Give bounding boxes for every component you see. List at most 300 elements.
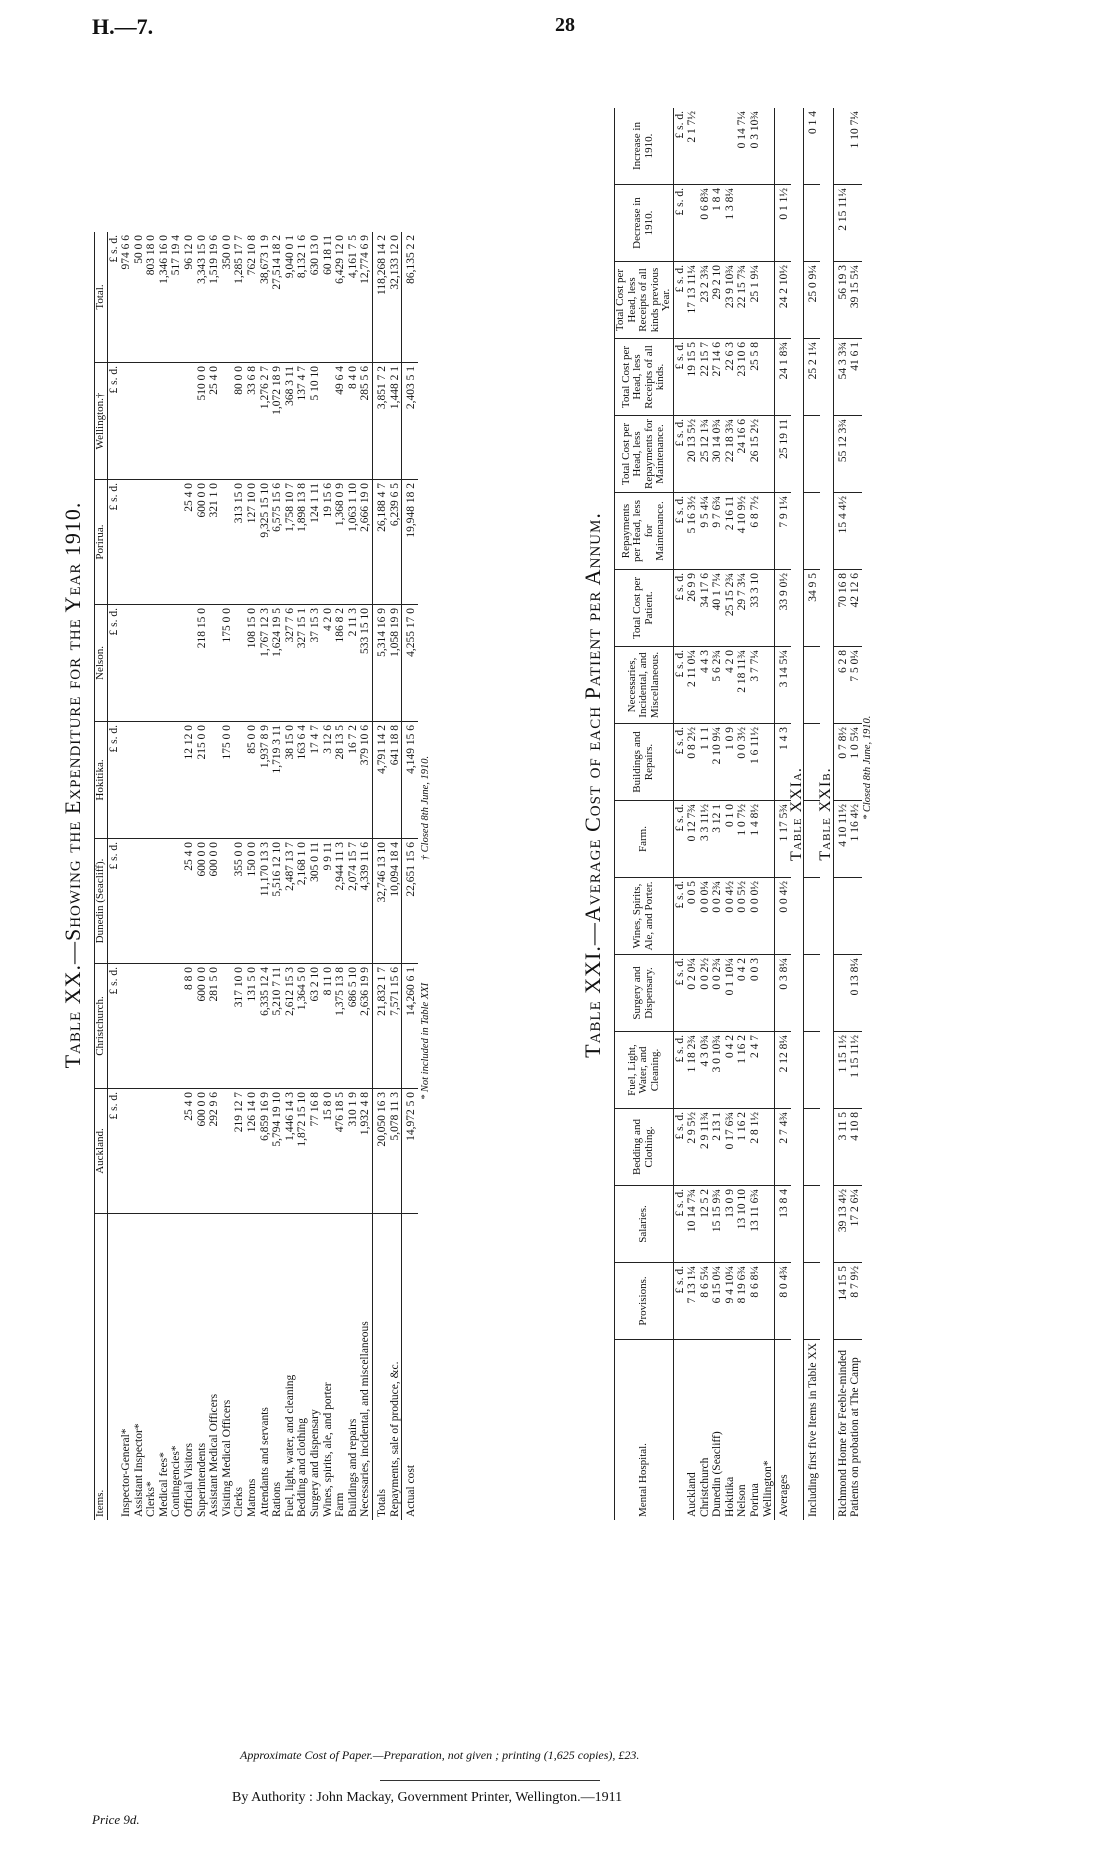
table-cell — [145, 722, 158, 839]
row-label: Inspector-General* — [120, 1428, 133, 1517]
table-cell: 60 18 11 — [322, 232, 335, 363]
table-cell: 175 0 0 — [221, 605, 234, 722]
table-cell: 1 8 4 — [711, 185, 724, 262]
row-label: Christchurch — [698, 1457, 711, 1517]
table-cell: 4 2 0 — [322, 605, 335, 722]
table-cell: 1,276 2 7 — [259, 363, 272, 480]
table-cell: 12,774 6 9 — [359, 232, 372, 363]
table-cell: 218 15 0 — [196, 605, 209, 722]
authority-line: By Authority : John Mackay, Government Printer, Wellington.—1911 — [232, 1790, 623, 1805]
table-cell: 8 0 4¾ — [775, 1263, 791, 1340]
table-cell — [170, 839, 183, 964]
table-cell: 1,767 12 3 — [259, 605, 272, 722]
table-cell: 19 15 5 — [686, 339, 699, 416]
table-cell: 8 19 6¾ — [736, 1263, 749, 1340]
table-cell: 12 5 2 — [699, 1186, 712, 1263]
table-row — [334, 232, 347, 1520]
table-cell: 15 4 4½ — [833, 493, 849, 570]
lsd-unit: £ s. d. — [673, 1186, 686, 1263]
table-cell: 803 18 0 — [145, 232, 158, 363]
table-cell: 24 16 6 — [736, 416, 749, 493]
row-label: Clerks* — [145, 1481, 158, 1517]
table-cell: 310 1 9 — [347, 1089, 360, 1214]
row-label: Wines, spirits, ale, and porter — [321, 1382, 334, 1517]
table-cell: 0 3 8¼ — [775, 955, 791, 1032]
table-row — [833, 108, 849, 1520]
table-cell — [170, 605, 183, 722]
table-cell: 34 17 6 — [699, 570, 712, 647]
table-cell — [120, 1089, 133, 1214]
table-row — [158, 232, 171, 1520]
table-cell: 1,346 16 0 — [158, 232, 171, 363]
table-cell — [833, 955, 849, 1032]
table-cell: 163 6 4 — [296, 722, 309, 839]
table-xx-title: Table XX.—Showing the Expenditure for the Year 1910. — [60, 501, 85, 1069]
table-cell: 2,666 19 0 — [359, 480, 372, 605]
row-label: Medical fees* — [157, 1452, 170, 1517]
table-cell: 215 0 0 — [196, 722, 209, 839]
table-cell: 0 1 0 — [724, 801, 737, 878]
table-cell: 118,268 14 2 — [372, 232, 388, 363]
table-cell — [849, 878, 862, 955]
lsd-unit: £ s. d. — [107, 605, 120, 722]
row-label: Clerks — [233, 1486, 246, 1517]
lsd-unit: £ s. d. — [673, 262, 686, 339]
table-cell: 3 12 1 — [711, 801, 724, 878]
table-cell: 33 9 0½ — [775, 570, 791, 647]
table-cell: 8 6 8¼ — [749, 1263, 762, 1340]
table-cell: 14,972 5 0 — [402, 1089, 418, 1214]
table-cell: 22 15 7¾ — [736, 262, 749, 339]
table-xx-body — [120, 232, 418, 1520]
table-cell: 56 19 3 — [833, 262, 849, 339]
col-header: Dunedin (Seacliff). — [95, 839, 108, 964]
table-cell: 1 4 8½ — [749, 801, 762, 878]
table-cell — [762, 878, 775, 955]
table-cell: 19 15 6 — [322, 480, 335, 605]
table-cell: 1 16 2 — [736, 1032, 749, 1109]
table-cell: 974 6 6 — [120, 232, 133, 363]
table-cell: 379 10 6 — [359, 722, 372, 839]
table-cell: 25 1 9¼ — [749, 262, 762, 339]
table-cell: 24 1 8¾ — [775, 339, 791, 416]
table-cell: 0 0 5 — [686, 878, 699, 955]
table-xxi-note: * Closed 8th June, 1910. — [861, 715, 873, 820]
table-cell: 686 5 10 — [347, 964, 360, 1089]
table-row — [849, 108, 862, 1520]
table-cell: 1 4 3 — [775, 724, 791, 801]
table-cell: 0 0 4½ — [775, 878, 791, 955]
table-cell: 0 4 2 — [724, 1032, 737, 1109]
table-cell: 25 19 11 — [775, 416, 791, 493]
table-cell: 0 0 3½ — [736, 724, 749, 801]
table-cell — [804, 647, 820, 724]
table-cell — [221, 480, 234, 605]
table-cell: 15 15 9¾ — [711, 1186, 724, 1263]
table-cell: 8 6 5¼ — [699, 1263, 712, 1340]
row-label: Repayments, sale of produce, &c. — [388, 1361, 401, 1517]
note-row — [862, 108, 875, 1520]
table-cell: 305 0 11 — [309, 839, 322, 964]
table-cell: 6,239 6 5 — [389, 480, 402, 605]
table-row — [309, 232, 322, 1520]
row-label: Fuel, light, water, and cleaning — [283, 1374, 296, 1517]
table-cell — [322, 363, 335, 480]
table-cell — [170, 1089, 183, 1214]
table-cell — [133, 839, 146, 964]
table-cell: 1,719 3 11 — [271, 722, 284, 839]
table-cell: 219 12 7 — [233, 1089, 246, 1214]
table-cell: 7,571 15 6 — [389, 964, 402, 1089]
table-cell: 4,339 11 6 — [359, 839, 372, 964]
table-cell: 2 18 11¾ — [736, 647, 749, 724]
table-cell: 8 7 9½ — [849, 1263, 862, 1340]
lsd-unit: £ s. d. — [107, 1089, 120, 1214]
table-cell — [762, 1032, 775, 1109]
table-cell: 1,932 4 8 — [359, 1089, 372, 1214]
table-cell — [145, 480, 158, 605]
lsd-unit: £ s. d. — [673, 1109, 686, 1186]
table-row — [296, 232, 309, 1520]
table-cell: 3 11 5 — [833, 1109, 849, 1186]
row-label: Totals — [372, 1214, 388, 1521]
table-row — [762, 108, 775, 1520]
table-cell: 5 6 2¾ — [711, 647, 724, 724]
table-cell: 25 2 1¼ — [804, 339, 820, 416]
table-cell — [208, 722, 221, 839]
table-cell: 126 14 0 — [246, 1089, 259, 1214]
subtable-title-row — [820, 108, 833, 1520]
table-cell — [133, 363, 146, 480]
table-cell: 186 8 2 — [334, 605, 347, 722]
table-cell — [221, 964, 234, 1089]
table-cell: 1,898 13 8 — [296, 480, 309, 605]
lsd-unit: £ s. d. — [673, 185, 686, 262]
table-cell — [145, 1089, 158, 1214]
table-cell: 6 2 8 — [833, 647, 849, 724]
row-label: Assistant Medical Officers — [208, 1393, 221, 1517]
table-cell: 510 0 0 — [196, 363, 209, 480]
col-header: Necessaries, Incidental, and Miscellaneous. — [615, 647, 674, 724]
row-label: Farm — [334, 1492, 347, 1517]
table-cell: 9 9 11 — [322, 839, 335, 964]
table-cell: 15 8 0 — [322, 1089, 335, 1214]
table-cell: 17 13 11¼ — [686, 262, 699, 339]
table-cell: 8 11 0 — [322, 964, 335, 1089]
table-cell — [804, 185, 820, 262]
table-cell: 327 7 6 — [284, 605, 297, 722]
table-cell: 1,872 15 10 — [296, 1089, 309, 1214]
table-cell — [120, 605, 133, 722]
table-cell: 5 10 10 — [309, 363, 322, 480]
table-cell: 2,612 15 3 — [284, 964, 297, 1089]
rotated-tables — [60, 50, 1110, 1520]
table-row — [711, 108, 724, 1520]
table-cell: 4 2 0 — [724, 647, 737, 724]
table-cell: 2 15 11¼ — [833, 185, 849, 262]
table-cell: 0 0 2¾ — [711, 878, 724, 955]
table-cell — [233, 722, 246, 839]
table-cell — [183, 605, 196, 722]
row-label: Assistant Inspector* — [132, 1423, 145, 1517]
table-row — [221, 232, 234, 1520]
table-cell: 2,487 13 7 — [284, 839, 297, 964]
table-cell: 13 10 10 — [736, 1186, 749, 1263]
table-cell: 4,791 14 2 — [372, 722, 388, 839]
row-label: Patients on probation at The Camp — [849, 1357, 862, 1517]
col-header: Total Cost per Patient. — [615, 570, 674, 647]
table-cell — [804, 955, 820, 1032]
lsd-unit: £ s. d. — [673, 878, 686, 955]
paper-cost-note: Approximate Cost of Paper.—Preparation, not given ; printing (1,625 copies), £23. — [240, 1748, 640, 1762]
table-cell — [170, 480, 183, 605]
table-cell: 29 7 3¼ — [736, 570, 749, 647]
col-header: Auckland. — [95, 1089, 108, 1214]
lsd-unit: £ s. d. — [673, 724, 686, 801]
subtable-title-row — [791, 108, 804, 1520]
table-row — [699, 108, 712, 1520]
table-cell: 175 0 0 — [221, 722, 234, 839]
table-cell — [833, 878, 849, 955]
price: Price 9d. — [92, 1812, 140, 1827]
table-cell: 1,375 13 8 — [334, 964, 347, 1089]
table-row — [133, 232, 146, 1520]
table-cell: 0 1 4 — [804, 108, 820, 185]
table-cell: 13 8 4 — [775, 1186, 791, 1263]
table-cell: 4,149 15 6 — [402, 722, 418, 839]
row-label: Dunedin (Seacliff) — [711, 1431, 724, 1517]
table-cell: 2,074 15 7 — [347, 839, 360, 964]
table-cell: 321 1 0 — [208, 480, 221, 605]
table-cell: 6,859 16 9 — [259, 1089, 272, 1214]
table-row — [372, 232, 388, 1520]
table-cell: 0 7 8½ — [833, 724, 849, 801]
table-row — [120, 232, 133, 1520]
table-cell: 13 11 6¾ — [749, 1186, 762, 1263]
table-xx — [60, 50, 431, 1520]
table-cell — [158, 363, 171, 480]
table-cell — [804, 1032, 820, 1109]
table-cell — [145, 964, 158, 1089]
table-cell: 12 12 0 — [183, 722, 196, 839]
table-cell: 25 4 0 — [183, 1089, 196, 1214]
table-cell: 23 2 3¾ — [699, 262, 712, 339]
lsd-unit: £ s. d. — [673, 570, 686, 647]
table-cell: 20,050 16 3 — [372, 1089, 388, 1214]
table-cell: 23 10 6 — [736, 339, 749, 416]
table-cell: 17 2 6¼ — [849, 1186, 862, 1263]
table-cell: 2 16 11 — [724, 493, 737, 570]
table-cell: 26 15 2½ — [749, 416, 762, 493]
table-cell: 1 15 11½ — [849, 1032, 862, 1109]
row-label: Including first five Items in Table XX — [804, 1340, 820, 1521]
lsd-unit: £ s. d. — [107, 363, 120, 480]
table-cell: 8 8 0 — [183, 964, 196, 1089]
table-cell: 641 18 8 — [389, 722, 402, 839]
table-row — [145, 232, 158, 1520]
table-cell: 32,746 13 10 — [372, 839, 388, 964]
table-row — [170, 232, 183, 1520]
divider-rule — [380, 1780, 600, 1781]
table-cell — [133, 964, 146, 1089]
table-cell: 1 18 2¾ — [686, 1032, 699, 1109]
table-cell — [762, 801, 775, 878]
row-label: Richmond Home for Feeble-minded — [833, 1340, 849, 1521]
row-label: Visiting Medical Officers — [220, 1399, 233, 1517]
table-cell: 25 0 9¼ — [804, 262, 820, 339]
table-cell — [133, 605, 146, 722]
table-cell: 13 0 9 — [724, 1186, 737, 1263]
table-cell: 355 0 0 — [233, 839, 246, 964]
table-cell: 25 4 0 — [208, 363, 221, 480]
table-cell: 1 0 5¼ — [849, 724, 862, 801]
table-cell: 0 0 5½ — [736, 878, 749, 955]
table-xx-note-1: * Not included in Table XXI — [419, 982, 431, 1100]
table-cell: 2 9 5½ — [686, 1109, 699, 1186]
row-label: Bedding and clothing — [296, 1417, 309, 1517]
table-cell: 21,832 1 7 — [372, 964, 388, 1089]
table-cell: 54 3 3¾ — [833, 339, 849, 416]
table-cell: 3,343 15 0 — [196, 232, 209, 363]
table-cell — [145, 839, 158, 964]
table-cell — [233, 605, 246, 722]
table-cell: 1,446 14 3 — [284, 1089, 297, 1214]
table-cell: 1,364 5 0 — [296, 964, 309, 1089]
table-cell — [762, 724, 775, 801]
table-cell: 0 8 2½ — [686, 724, 699, 801]
table-cell — [170, 363, 183, 480]
table-cell: 6,429 12 0 — [334, 232, 347, 363]
table-cell: 0 0 2½ — [699, 955, 712, 1032]
table-cell — [804, 878, 820, 955]
table-cell: 0 14 7¼ — [736, 108, 749, 185]
table-cell — [120, 839, 133, 964]
table-cell: 600 0 0 — [208, 839, 221, 964]
lsd-unit: £ s. d. — [107, 964, 120, 1089]
table-cell: 1 15 1½ — [833, 1032, 849, 1109]
table-cell: 1 16 4½ — [849, 801, 862, 878]
table-cell: 327 15 1 — [296, 605, 309, 722]
table-cell — [133, 722, 146, 839]
table-cell — [762, 339, 775, 416]
hospital-header: Mental Hospital. — [615, 1340, 674, 1521]
lsd-unit: £ s. d. — [673, 339, 686, 416]
table-cell: 10 14 7¾ — [686, 1186, 699, 1263]
col-header: Wellington.† — [95, 363, 108, 480]
table-cell: 4 3 0¾ — [699, 1032, 712, 1109]
table-cell: 4 4 3 — [699, 647, 712, 724]
table-cell: 4 10 9½ — [736, 493, 749, 570]
table-row — [246, 232, 259, 1520]
table-cell — [804, 1109, 820, 1186]
table-cell — [120, 480, 133, 605]
row-label: Superintendents — [195, 1442, 208, 1517]
table-cell — [711, 108, 724, 185]
table-cell — [133, 480, 146, 605]
table-cell: 630 13 0 — [309, 232, 322, 363]
table-cell: 1 10 7¼ — [849, 108, 862, 185]
table-cell — [221, 839, 234, 964]
table-cell — [183, 363, 196, 480]
table-xx-grid — [94, 232, 418, 1520]
table-cell: 0 1 10¼ — [724, 955, 737, 1032]
row-label: Matrons — [246, 1478, 259, 1517]
table-cell: 108 15 0 — [246, 605, 259, 722]
table-cell: 1 1 1 — [699, 724, 712, 801]
col-header: Porirua. — [95, 480, 108, 605]
table-cell: 22,651 15 6 — [402, 839, 418, 964]
table-cell — [762, 416, 775, 493]
lsd-unit: £ s. d. — [107, 232, 120, 363]
table-row — [359, 232, 372, 1520]
table-cell — [120, 363, 133, 480]
table-cell: 14 15 5 — [833, 1263, 849, 1340]
table-row — [402, 232, 418, 1520]
lsd-unit: £ s. d. — [673, 108, 686, 185]
lsd-unit: £ s. d. — [673, 416, 686, 493]
table-cell: 80 0 0 — [233, 363, 246, 480]
table-cell: 25 5 8 — [749, 339, 762, 416]
table-cell — [158, 964, 171, 1089]
table-cell — [221, 1089, 234, 1214]
table-cell: 38,673 1 9 — [259, 232, 272, 363]
table-cell: 2 11 0¼ — [686, 647, 699, 724]
table-row — [284, 232, 297, 1520]
table-cell — [762, 1263, 775, 1340]
table-cell: 5,794 19 10 — [271, 1089, 284, 1214]
table-xxi-body — [686, 108, 874, 1520]
table-cell — [145, 363, 158, 480]
lsd-unit: £ s. d. — [673, 493, 686, 570]
table-cell: 49 6 4 — [334, 363, 347, 480]
lsd-unit: £ s. d. — [107, 839, 120, 964]
table-cell — [158, 480, 171, 605]
table-cell: 1,448 2 1 — [389, 363, 402, 480]
table-cell: 86,135 2 2 — [402, 232, 418, 363]
table-cell: 9,325 15 10 — [259, 480, 272, 605]
row-label: Hokitika — [723, 1476, 736, 1517]
table-cell: 9 5 4¼ — [699, 493, 712, 570]
table-cell: 1,072 18 9 — [271, 363, 284, 480]
table-cell: 3 3 11½ — [699, 801, 712, 878]
table-row — [389, 232, 402, 1520]
table-xx-note-2: † Closed 8th June, 1910. — [419, 755, 431, 861]
table-cell: 42 12 6 — [849, 570, 862, 647]
table-cell: 5,516 12 10 — [271, 839, 284, 964]
lsd-unit: £ s. d. — [107, 480, 120, 605]
table-cell: 25 4 0 — [183, 839, 196, 964]
col-header: Christchurch. — [95, 964, 108, 1089]
row-label: Contingencies* — [170, 1445, 183, 1517]
table-cell: 350 0 0 — [221, 232, 234, 363]
row-label: Attendants and servants — [258, 1407, 271, 1517]
table-cell: 27 14 6 — [711, 339, 724, 416]
table-cell: 4 10 11½ — [833, 801, 849, 878]
table-cell: 3 0 10¾ — [711, 1032, 724, 1109]
table-cell — [762, 570, 775, 647]
col-header: Total Cost per Head, less Receipts of all kinds. — [615, 339, 674, 416]
table-cell: 7 9 1¼ — [775, 493, 791, 570]
table-cell: 1,063 1 10 — [347, 480, 360, 605]
subtable-title: Table XXIb. — [817, 767, 835, 861]
table-cell: 22 15 7 — [699, 339, 712, 416]
table-cell: 0 13 8¼ — [849, 955, 862, 1032]
table-xx-header-row — [95, 232, 108, 1520]
table-cell: 2 4 7 — [749, 1032, 762, 1109]
table-cell: 23 9 10¾ — [724, 262, 737, 339]
table-cell: 30 14 0¾ — [711, 416, 724, 493]
table-cell — [158, 839, 171, 964]
